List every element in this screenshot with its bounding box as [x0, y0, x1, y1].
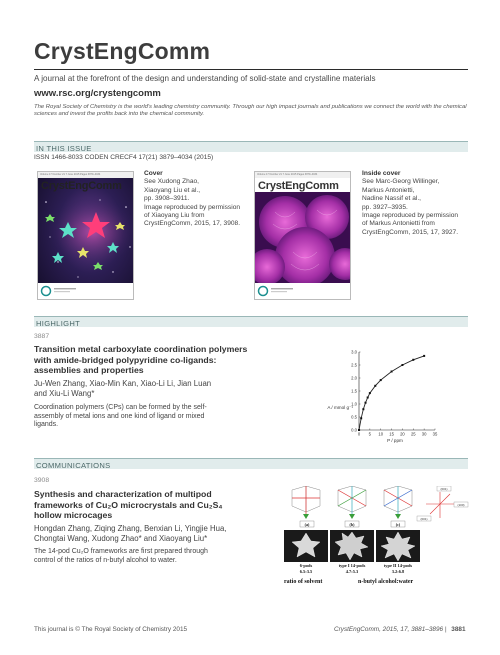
chart-y-tick-label: 2.0 — [351, 375, 357, 381]
footer-copyright: This journal is © The Royal Society of Chemistry 2015 — [34, 626, 188, 633]
inside-cover-journal-name: CrystEngComm — [258, 180, 339, 192]
chart-x-tick-label: 10 — [378, 431, 384, 437]
cover-journal-name: CrystEngComm — [41, 180, 122, 192]
chart-x-tick-label: 25 — [410, 431, 416, 437]
issn-line: ISSN 1466-8033 CODEN CRECF4 17(21) 3879–4034 (2015) — [34, 154, 214, 161]
crystal-axes-legend — [417, 486, 468, 521]
communication-title-line: hollow microcages — [34, 510, 113, 521]
chart-y-tick-label: 1.5 — [351, 388, 357, 394]
multipod-figure — [278, 486, 470, 590]
chart-points — [358, 355, 425, 431]
chart-y-tick-label: 3.0 — [351, 349, 357, 355]
inside-cover-line: Nadine Nassif et al., — [362, 195, 422, 203]
inside-cover-line: pp. 3927–3935. — [362, 203, 408, 211]
inside-cover-description — [362, 170, 472, 237]
group-label-type1: type I 14-pods — [338, 563, 366, 568]
sem-image-a — [284, 530, 328, 562]
chart-data-point — [358, 429, 360, 431]
highlight-abstract-line: ligands. — [34, 421, 59, 429]
inside-cover-footer — [255, 283, 350, 299]
chart-y-tick-label: 0.0 — [351, 427, 357, 433]
highlight-band — [34, 316, 468, 327]
chart-x-tick-label: 5 — [368, 431, 372, 437]
chart-fit-curve — [359, 356, 424, 430]
chart-x-tick-label: 35 — [432, 431, 438, 437]
ratio-label-b: 4.7:5.3 — [345, 569, 359, 574]
highlight-title-line: with amide-bridged polypyridine co-ligands: — [34, 354, 217, 365]
chart-x-tick-label: 30 — [421, 431, 427, 437]
cover-line: See Xudong Zhao, — [144, 178, 199, 186]
crystal-label-top: (001) — [440, 487, 448, 491]
chart-data-point — [401, 364, 403, 366]
communications-page-number: 3908 — [34, 477, 50, 484]
group-label-type2: type II 14-pods — [383, 563, 413, 568]
cover-line: Image reproduced by permission — [144, 203, 241, 211]
communication-abstract-line: The 14-pod Cu₂O frameworks are first prepared through — [34, 548, 208, 555]
sem-image-c — [376, 530, 420, 562]
crystal-label-right: (100) — [457, 503, 465, 507]
highlight-author-line: Ju-Wen Zhang, Xiao-Min Kan, Xiao-Li Li, Jian Luan — [34, 379, 212, 388]
figure-caption-left: ratio of solvent — [284, 579, 323, 585]
communication-abstract-line: control of the ratios of n-butyl alcohol to water. — [34, 556, 177, 564]
highlight-title[interactable] — [34, 344, 284, 376]
highlight-title-line: assemblies and properties — [34, 365, 144, 376]
ratio-label-c: 3.2:6.8 — [391, 569, 405, 574]
chart-x-tick-label: 20 — [400, 431, 405, 437]
communication-title-line: Synthesis and characterization of multipod — [34, 489, 212, 499]
cover-label: Cover — [144, 170, 163, 177]
cube-diagram-b — [338, 486, 366, 519]
cover-line: CrystEngComm, 2015, 17, 3908. — [144, 220, 241, 228]
chart-axes — [359, 352, 435, 430]
highlight-abstract-line: Coordination polymers (CPs) can be formed by the self- — [34, 404, 207, 411]
journal-title: CrystEngComm — [34, 38, 211, 64]
highlight-heading: HIGHLIGHT — [36, 318, 81, 328]
chart-data-point — [380, 379, 382, 381]
highlight-title-line: Transition metal carboxylate coordination polymers — [34, 344, 248, 354]
masthead — [34, 38, 474, 64]
footer-citation — [334, 626, 466, 633]
chart-data-point — [391, 371, 393, 373]
communication-abstract — [34, 548, 274, 565]
communications-heading: COMMUNICATIONS — [36, 460, 111, 470]
chart-y-axis-label: A / mmol g⁻¹ — [327, 405, 353, 410]
crystal-label-left: (001) — [420, 517, 428, 521]
rsc-blurb: The Royal Society of Chemistry is the world's leading chemistry community. Through our high impact journals and publications we connect the world with the chemical sciences and invest the profits back into the chemical community. — [34, 104, 467, 118]
chart-x-tick-label: 15 — [389, 431, 394, 437]
inside-cover-topbar: Volume 17 Number 21 7 June 2015 Pages 3879–4034 — [255, 172, 350, 178]
chart-x-axis-label: P / ppm — [387, 438, 403, 443]
inside-cover-label: Inside cover — [362, 170, 401, 177]
chart-y-tick-label: 1.0 — [351, 401, 357, 407]
chart-data-point — [360, 417, 362, 419]
highlight-authors — [34, 379, 284, 398]
highlight-author-line: and Xiu-Li Wang* — [34, 388, 95, 398]
chart-y-tick-label: 2.5 — [351, 362, 357, 368]
chart-x-tick-label: 0 — [357, 431, 361, 437]
cover-line: of Xiaoyang Liu from — [144, 212, 205, 220]
communication-title-line: frameworks of Cu₂O microcrystals and Cu₂S₄ — [34, 499, 223, 510]
cover-line: pp. 3908–3911. — [144, 195, 190, 203]
cover-description — [144, 170, 244, 229]
chart-data-point — [423, 355, 425, 357]
highlight-abstract-line: assembly of metal ions and one kind of ligand or mixed — [34, 412, 205, 420]
chart-data-point — [362, 408, 364, 410]
inside-cover-line: Image reproduced by permission — [362, 212, 459, 220]
ratio-label-a: 6.5:3.5 — [299, 569, 313, 574]
chart-data-point — [367, 397, 369, 399]
figure-caption-right: n-butyl alcohol:water — [358, 579, 414, 585]
adsorption-isotherm-chart — [293, 344, 443, 444]
cover-topbar: Volume 17 Number 21 7 June 2015 Pages 3879–4034 — [38, 172, 133, 178]
communication-authors — [34, 524, 274, 543]
cover-footer — [38, 283, 133, 299]
communication-author-line: Hongdan Zhang, Ziqing Zhang, Benxian Li, Yingjie Hua, — [34, 524, 227, 533]
inside-cover-line: Markus Antonietti, — [362, 186, 415, 194]
header-rule — [34, 69, 468, 70]
footer-citation-text: CrystEngComm, 2015, 17, 3881–3896 | — [334, 626, 447, 633]
panel-label-a: (a) — [304, 522, 310, 527]
panel-label-c: (c) — [395, 522, 401, 527]
cube-diagram-a — [292, 486, 320, 519]
cover-artwork — [38, 192, 134, 284]
cover-image[interactable] — [37, 171, 134, 300]
communication-title[interactable] — [34, 489, 274, 521]
journal-url[interactable]: www.rsc.org/crystengcomm — [34, 88, 161, 99]
group-label-6pods: 6-pods — [299, 563, 313, 568]
inside-cover-line: of Markus Antonietti from — [362, 220, 435, 228]
in-this-issue-heading: IN THIS ISSUE — [36, 143, 92, 153]
chart-y-tick-label: 0.5 — [351, 414, 357, 420]
cube-diagram-c — [384, 486, 412, 519]
chart-data-point — [412, 359, 414, 361]
chart-data-point — [374, 385, 376, 387]
inside-cover-image[interactable] — [254, 171, 351, 300]
inside-cover-artwork — [255, 192, 351, 284]
communication-author-line: Chongtai Wang, Xudong Zhao* and Xiaoyang Liu* — [34, 533, 208, 543]
inside-cover-line: CrystEngComm, 2015, 17, 3927. — [362, 228, 459, 236]
sem-image-b — [330, 530, 374, 562]
chart-data-point — [369, 392, 371, 394]
communications-band — [34, 458, 468, 469]
chart-data-point — [365, 402, 367, 404]
highlight-page-number: 3887 — [34, 333, 50, 340]
journal-tagline: A journal at the forefront of the design and understanding of solid-state and crystalline materials — [34, 74, 376, 83]
inside-cover-line: See Marc-Georg Willinger, — [362, 178, 440, 186]
in-this-issue-band — [34, 141, 468, 152]
highlight-abstract — [34, 404, 284, 430]
cover-line: Xiaoyang Liu et al., — [144, 186, 201, 194]
footer-page-number: 3881 — [451, 626, 466, 633]
panel-label-b: (b) — [349, 522, 355, 527]
